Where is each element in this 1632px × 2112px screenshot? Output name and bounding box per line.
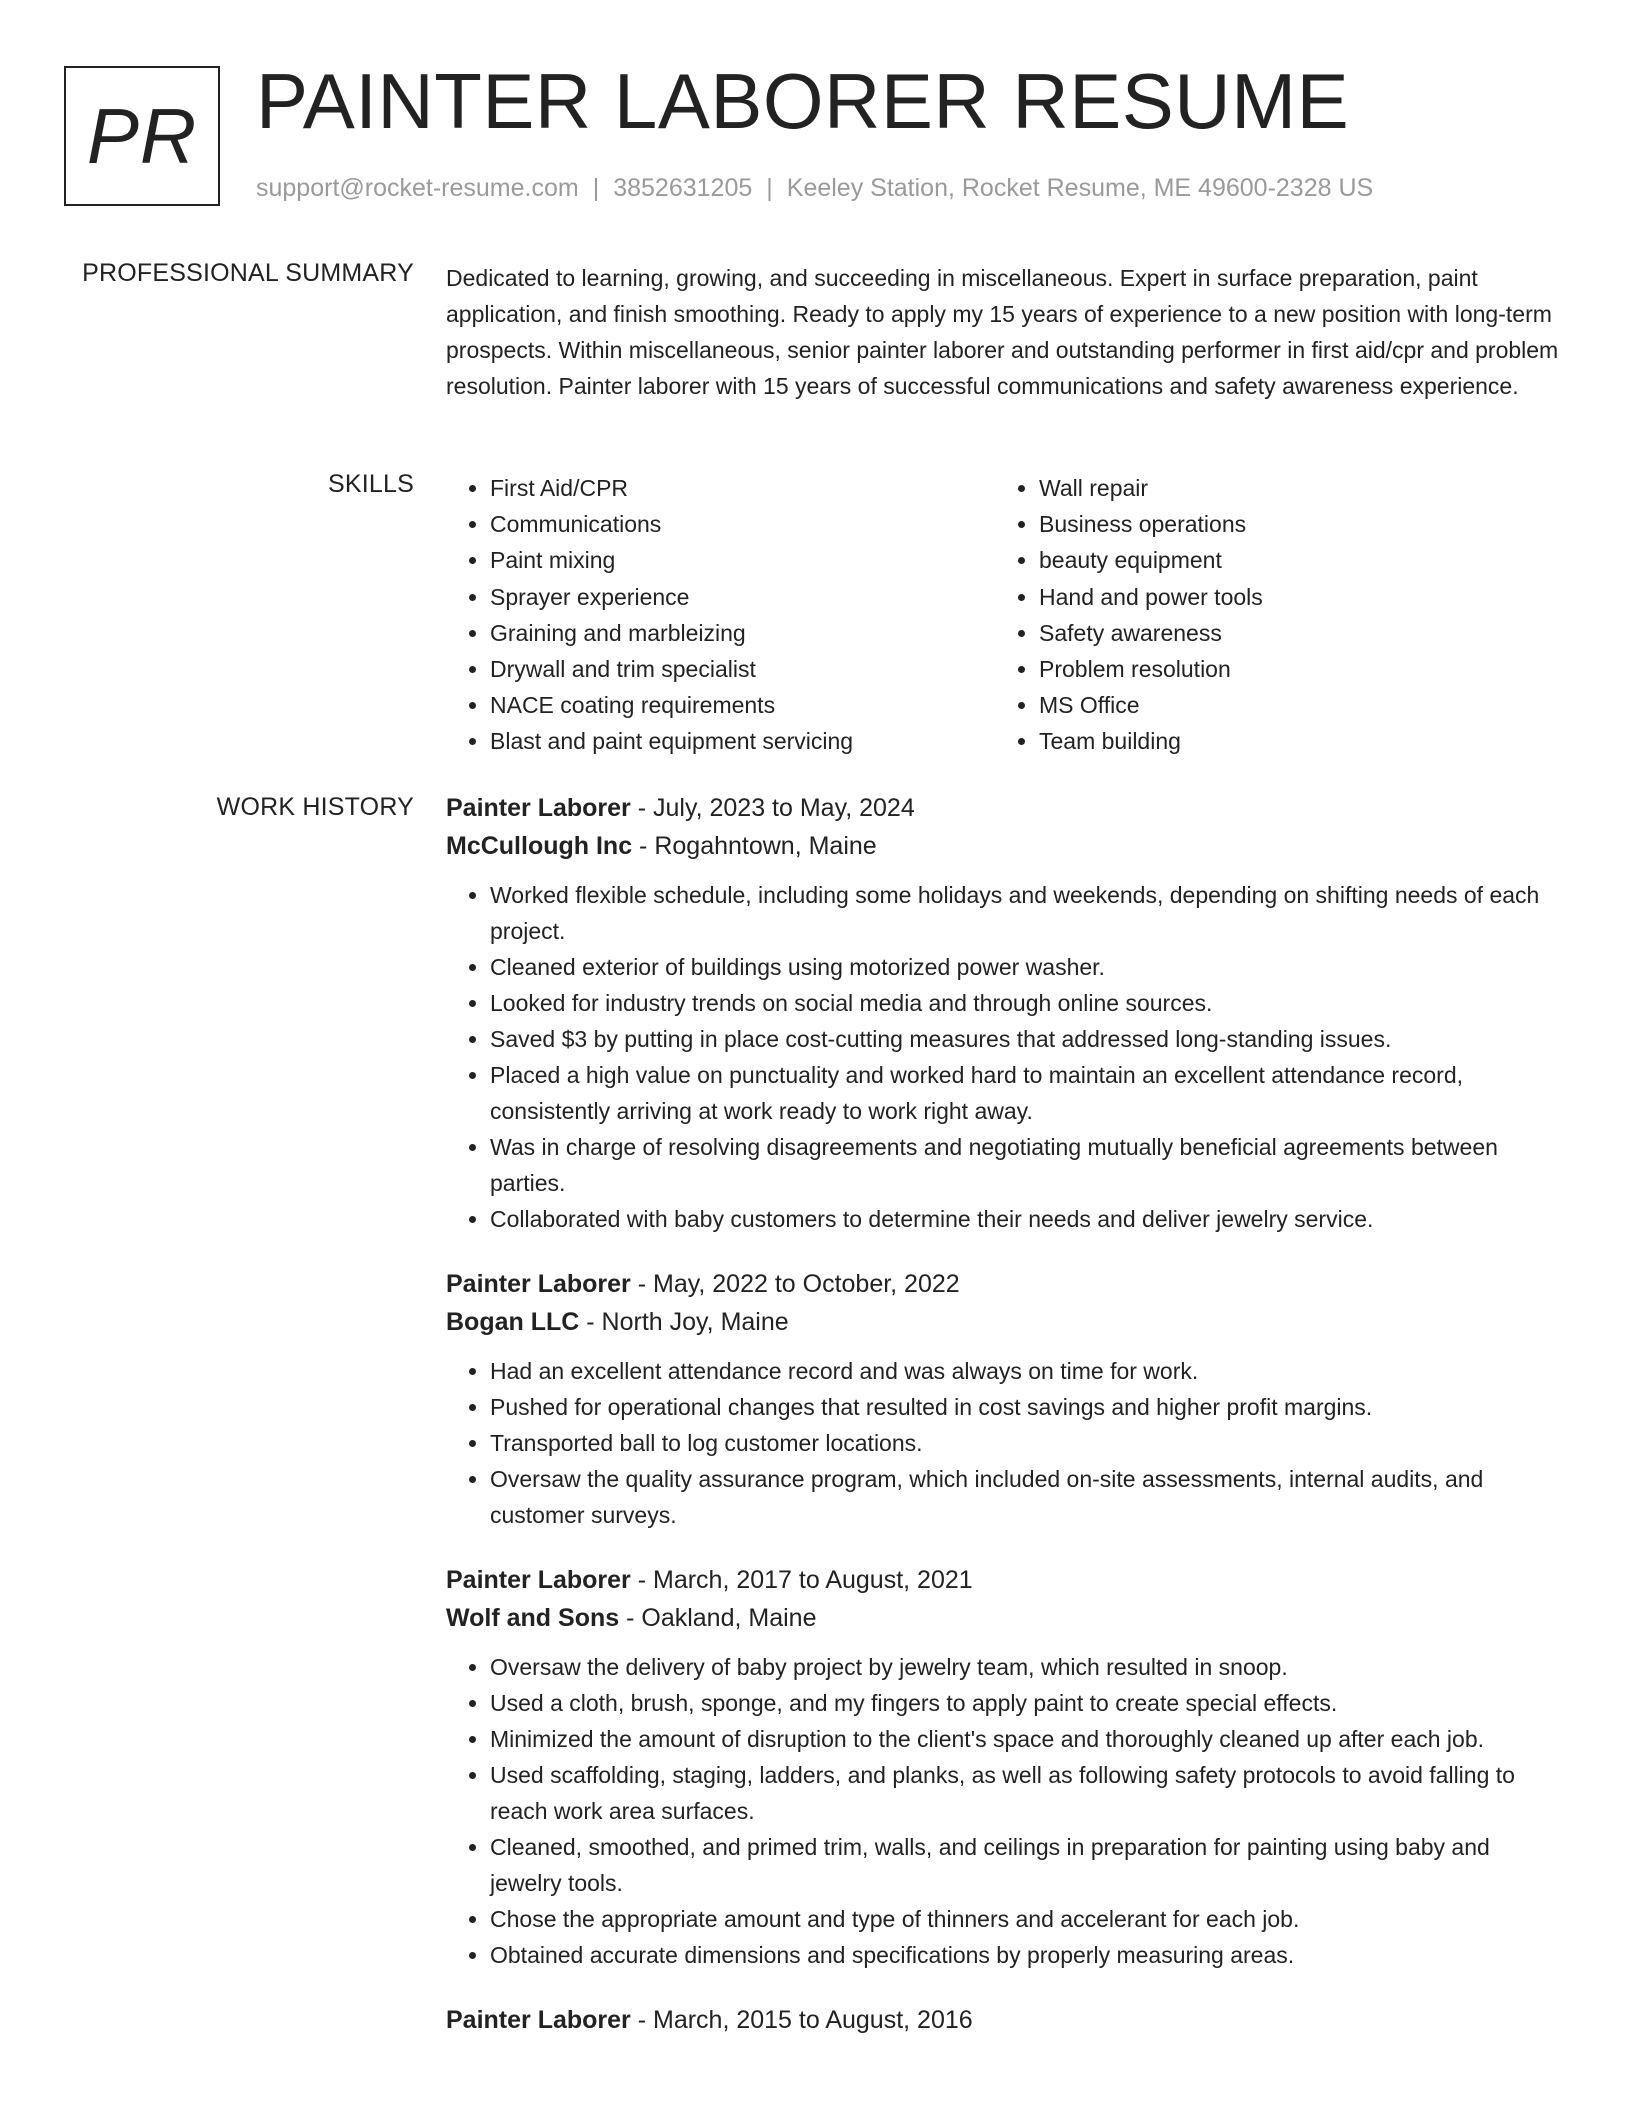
skills-body — [446, 470, 1566, 760]
job-title: Painter Laborer — [446, 2006, 631, 2034]
skill-item: • Blast and paint equipment servicing — [490, 723, 995, 759]
job-location: - Rogahntown, Maine — [632, 832, 877, 860]
contact-email: support@rocket-resume.com — [256, 174, 579, 202]
contact-line — [256, 174, 1373, 203]
skill-item: • Paint mixing — [490, 542, 995, 578]
job-dates: - March, 2017 to August, 2021 — [630, 1566, 973, 1594]
skills-columns — [446, 470, 1566, 760]
skill-item: • Problem resolution — [1039, 651, 1544, 687]
skills-list-left — [446, 470, 995, 760]
skill-item: • Wall repair — [1039, 470, 1544, 506]
work-history-heading: WORK HISTORY — [216, 793, 414, 821]
skill-item: • Safety awareness — [1039, 615, 1544, 651]
summary-heading: PROFESSIONAL SUMMARY — [82, 259, 414, 287]
job-entry — [446, 789, 1566, 1237]
skill-item: • Team building — [1039, 723, 1544, 759]
job-bullet: • Cleaned, smoothed, and primed trim, walls, and ceilings in preparation for painting using baby and jewelry tools. — [490, 1829, 1566, 1901]
job-title-line — [446, 2001, 1566, 2039]
work-history-body — [446, 789, 1566, 2067]
job-bullet-list — [446, 1353, 1566, 1533]
job-bullet: • Cleaned exterior of buildings using motorized power washer. — [490, 949, 1566, 985]
job-title-line — [446, 1265, 1566, 1303]
skill-item: • Sprayer experience — [490, 579, 995, 615]
job-bullet: • Saved $3 by putting in place cost-cutting measures that addressed long-standing issues. — [490, 1021, 1566, 1057]
job-bullet-list — [446, 877, 1566, 1237]
job-company-line — [446, 827, 1566, 865]
job-title: Painter Laborer — [446, 794, 631, 822]
skill-item: • MS Office — [1039, 687, 1544, 723]
job-company: Wolf and Sons — [446, 1604, 620, 1632]
skill-item: • Drywall and trim specialist — [490, 651, 995, 687]
skills-heading: SKILLS — [328, 470, 414, 498]
job-bullet: • Pushed for operational changes that resulted in cost savings and higher profit margins. — [490, 1389, 1566, 1425]
job-dates: - May, 2022 to October, 2022 — [630, 1270, 960, 1298]
job-bullet: • Was in charge of resolving disagreements and negotiating mutually beneficial agreements between parties. — [490, 1129, 1566, 1201]
skill-item: • Communications — [490, 506, 995, 542]
contact-separator: | — [766, 174, 773, 202]
job-bullet: • Oversaw the quality assurance program, which included on-site assessments, internal audits, and customer surveys. — [490, 1461, 1566, 1533]
job-bullet: • Looked for industry trends on social media and through online sources. — [490, 985, 1566, 1021]
job-title-line — [446, 789, 1566, 827]
contact-address: Keeley Station, Rocket Resume, ME 49600-2328 US — [786, 174, 1374, 202]
job-bullet: • Used a cloth, brush, sponge, and my fingers to apply paint to create special effects. — [490, 1685, 1566, 1721]
job-company-line — [446, 1303, 1566, 1341]
contact-separator: | — [592, 174, 600, 202]
job-company-line — [446, 1599, 1566, 1637]
skill-item: • Graining and marbleizing — [490, 615, 995, 651]
job-bullet: • Chose the appropriate amount and type of thinners and accelerant for each job. — [490, 1901, 1566, 1937]
job-company: Bogan LLC — [446, 1308, 580, 1336]
job-title: Painter Laborer — [446, 1270, 631, 1298]
job-bullet: • Worked flexible schedule, including some holidays and weekends, depending on shifting needs of each project. — [490, 877, 1566, 949]
job-entry — [446, 1265, 1566, 1533]
job-title-line — [446, 1561, 1566, 1599]
job-title: Painter Laborer — [446, 1566, 631, 1594]
job-bullet: • Placed a high value on punctuality and worked hard to maintain an excellent attendance record, consistently arriving at work ready to work right away. — [490, 1057, 1566, 1129]
job-dates: - July, 2023 to May, 2024 — [630, 794, 915, 822]
job-bullet: • Collaborated with baby customers to determine their needs and deliver jewelry service. — [490, 1201, 1566, 1237]
monogram-logo: PR — [64, 66, 220, 206]
job-entry — [446, 1561, 1566, 1973]
contact-phone: 3852631205 — [613, 174, 753, 202]
job-dates: - March, 2015 to August, 2016 — [630, 2006, 973, 2034]
job-company: McCullough Inc — [446, 832, 633, 860]
job-bullet: • Had an excellent attendance record and was always on time for work. — [490, 1353, 1566, 1389]
job-bullet: • Used scaffolding, staging, ladders, and planks, as well as following safety protocols to avoid falling to reach work area surfaces. — [490, 1757, 1566, 1829]
skills-list-right — [995, 470, 1544, 760]
job-location: - Oakland, Maine — [619, 1604, 817, 1632]
summary-text: Dedicated to learning, growing, and succeeding in miscellaneous. Expert in surface preparation, paint application, and finish smoothing. Ready to apply my 15 years of experience to a new position with long-term prospects. Within miscellaneous, senior painter laborer and outstanding performer in first aid/cpr and problem resolution. Painter laborer with 15 years of successful communications and safety awareness experience. — [446, 265, 1559, 399]
skill-item: • NACE coating requirements — [490, 687, 995, 723]
job-bullet: • Minimized the amount of disruption to the client's space and thoroughly cleaned up after each job. — [490, 1721, 1566, 1757]
job-bullet: • Obtained accurate dimensions and specifications by properly measuring areas. — [490, 1937, 1566, 1973]
resume-title: PAINTER LABORER RESUME — [256, 57, 1350, 145]
job-bullet-list — [446, 1649, 1566, 1973]
skill-item: • Hand and power tools — [1039, 579, 1544, 615]
skill-item: • Business operations — [1039, 506, 1544, 542]
skill-item: • First Aid/CPR — [490, 470, 995, 506]
job-bullet: • Oversaw the delivery of baby project by jewelry team, which resulted in snoop. — [490, 1649, 1566, 1685]
skill-item: • beauty equipment — [1039, 542, 1544, 578]
job-entry — [446, 2001, 1566, 2039]
job-location: - North Joy, Maine — [579, 1308, 789, 1336]
job-bullet: • Transported ball to log customer locations. — [490, 1425, 1566, 1461]
summary-body — [446, 260, 1566, 404]
